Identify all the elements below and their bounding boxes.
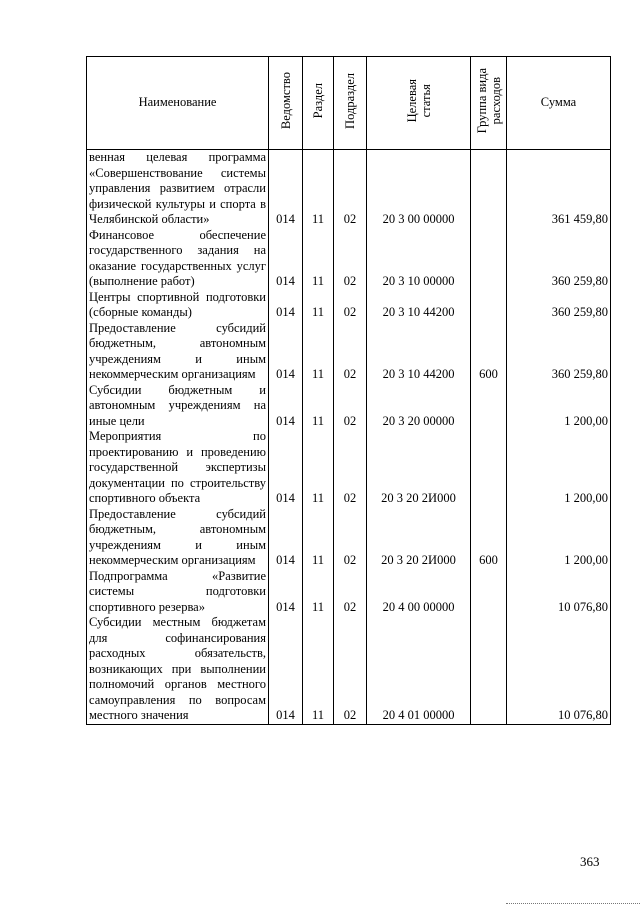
row-amount: 1 200,00 <box>507 429 611 507</box>
row-expense-group: 600 <box>471 321 507 383</box>
row-section: 11 <box>303 615 334 724</box>
row-amount: 360 259,80 <box>507 321 611 383</box>
row-section: 11 <box>303 569 334 616</box>
table-header-row <box>87 57 611 150</box>
row-target-article: 20 3 10 44200 <box>367 321 471 383</box>
row-name: Мероприятия по проектированию и проведению государственной экспертизы документации по строительству спортивного объекта <box>87 429 269 507</box>
row-amount: 1 200,00 <box>507 383 611 430</box>
row-expense-group <box>471 429 507 507</box>
header-target-article: Целевая статья <box>367 57 471 150</box>
row-name: Субсидии местным бюджетам для софинансирования расходных обязательств, возникающих при выполнении полномочий органов местного самоуправления по вопросам местного значения <box>87 615 269 724</box>
row-department: 014 <box>269 569 303 616</box>
row-section: 11 <box>303 290 334 321</box>
row-target-article: 20 3 10 44200 <box>367 290 471 321</box>
row-amount: 10 076,80 <box>507 569 611 616</box>
row-department: 014 <box>269 507 303 569</box>
row-subsection: 02 <box>334 569 367 616</box>
row-department: 014 <box>269 615 303 724</box>
table-row <box>87 321 611 383</box>
table-row <box>87 383 611 430</box>
row-amount: 360 259,80 <box>507 290 611 321</box>
row-name: Предоставление субсидий бюджетным, автономным учреждениям и иным некоммерческим организациям <box>87 507 269 569</box>
header-section: Раздел <box>303 57 334 150</box>
row-department: 014 <box>269 383 303 430</box>
row-target-article: 20 4 00 00000 <box>367 569 471 616</box>
row-amount: 361 459,80 <box>507 150 611 228</box>
page-number: 363 <box>580 854 600 869</box>
row-expense-group <box>471 569 507 616</box>
row-subsection: 02 <box>334 228 367 290</box>
row-section: 11 <box>303 383 334 430</box>
row-target-article: 20 3 20 2И000 <box>367 429 471 507</box>
row-name: Субсидии бюджетным и автономным учреждениям на иные цели <box>87 383 269 430</box>
header-amount: Сумма <box>507 57 611 150</box>
row-subsection: 02 <box>334 383 367 430</box>
budget-table <box>86 56 611 725</box>
row-target-article: 20 3 20 2И000 <box>367 507 471 569</box>
table-row <box>87 507 611 569</box>
row-expense-group <box>471 228 507 290</box>
row-section: 11 <box>303 321 334 383</box>
table-row <box>87 228 611 290</box>
row-subsection: 02 <box>334 507 367 569</box>
header-expense-group: Группа вида расходов <box>471 57 507 150</box>
table-row <box>87 615 611 724</box>
header-subsection: Подраздел <box>334 57 367 150</box>
row-section: 11 <box>303 429 334 507</box>
row-name: венная целевая программа «Совершенствование системы управления развитием отрасли физической культуры и спорта в Челябинской области» <box>87 150 269 228</box>
row-target-article: 20 3 20 00000 <box>367 383 471 430</box>
row-expense-group: 600 <box>471 507 507 569</box>
row-subsection: 02 <box>334 429 367 507</box>
table-row <box>87 429 611 507</box>
row-department: 014 <box>269 228 303 290</box>
row-expense-group <box>471 290 507 321</box>
row-subsection: 02 <box>334 321 367 383</box>
row-section: 11 <box>303 150 334 228</box>
row-expense-group <box>471 150 507 228</box>
header-name: Наименование <box>87 57 269 150</box>
row-name: Подпрограмма «Развитие системы подготовки спортивного резерва» <box>87 569 269 616</box>
row-section: 11 <box>303 228 334 290</box>
table-row <box>87 290 611 321</box>
row-name: Финансовое обеспечение государственного задания на оказание государственных услуг (выполнение работ) <box>87 228 269 290</box>
table-row <box>87 569 611 616</box>
row-department: 014 <box>269 321 303 383</box>
table-row <box>87 150 611 228</box>
row-amount: 10 076,80 <box>507 615 611 724</box>
row-target-article: 20 3 00 00000 <box>367 150 471 228</box>
row-name: Центры спортивной подготовки (сборные команды) <box>87 290 269 321</box>
row-target-article: 20 4 01 00000 <box>367 615 471 724</box>
row-subsection: 02 <box>334 150 367 228</box>
row-section: 11 <box>303 507 334 569</box>
row-expense-group <box>471 383 507 430</box>
row-subsection: 02 <box>334 290 367 321</box>
row-amount: 1 200,00 <box>507 507 611 569</box>
row-amount: 360 259,80 <box>507 228 611 290</box>
row-department: 014 <box>269 290 303 321</box>
row-department: 014 <box>269 150 303 228</box>
row-name: Предоставление субсидий бюджетным, автономным учреждениям и иным некоммерческим организациям <box>87 321 269 383</box>
row-expense-group <box>471 615 507 724</box>
row-target-article: 20 3 10 00000 <box>367 228 471 290</box>
header-department: Ведомство <box>269 57 303 150</box>
row-department: 014 <box>269 429 303 507</box>
row-subsection: 02 <box>334 615 367 724</box>
